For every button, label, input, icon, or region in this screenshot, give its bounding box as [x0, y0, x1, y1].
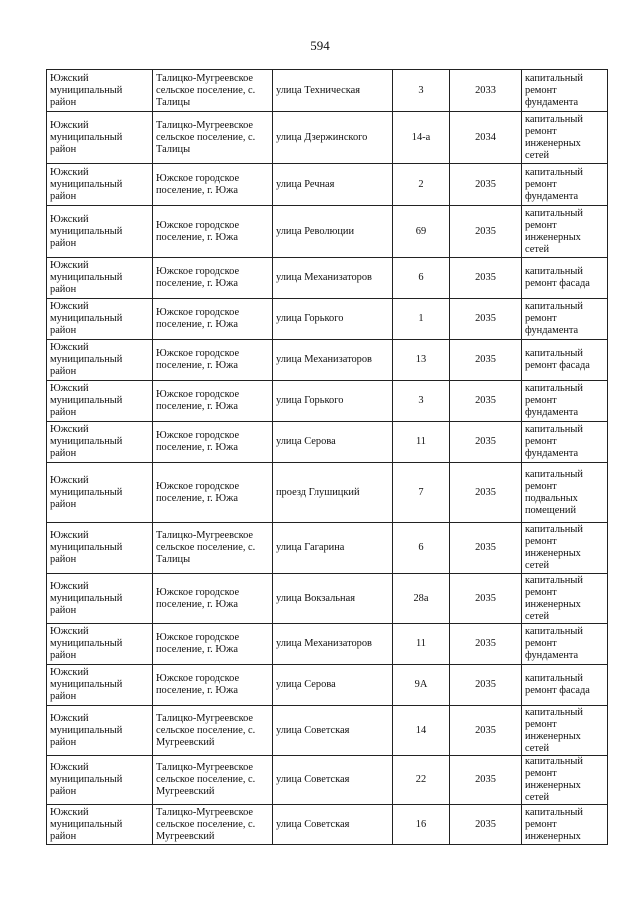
- cell-district: Южский муниципальный район: [47, 624, 153, 665]
- cell-house: 28а: [393, 574, 450, 624]
- cell-year: 2035: [450, 299, 522, 340]
- cell-settlement: Южское городское поселение, г. Южа: [153, 206, 273, 258]
- cell-district: Южский муниципальный район: [47, 805, 153, 845]
- table-row: [47, 665, 608, 706]
- cell-house: 7: [393, 463, 450, 523]
- cell-street: улица Серова: [273, 665, 393, 706]
- cell-year: 2035: [450, 624, 522, 665]
- cell-work: капитальный ремонт инженерных сетей: [522, 206, 608, 258]
- cell-settlement: Южское городское поселение, г. Южа: [153, 624, 273, 665]
- table-row: [47, 706, 608, 756]
- cell-district: Южский муниципальный район: [47, 164, 153, 206]
- table-row: [47, 805, 608, 845]
- cell-settlement: Талицко-Мугреевское сельское поселение, с. Талицы: [153, 523, 273, 574]
- cell-work: капитальный ремонт фундамента: [522, 381, 608, 422]
- cell-settlement: Талицко-Мугреевское сельское поселение, с. Мугреевский: [153, 756, 273, 805]
- table-row: [47, 463, 608, 523]
- table-row: [47, 112, 608, 164]
- table-row: [47, 422, 608, 463]
- cell-street: улица Советская: [273, 756, 393, 805]
- cell-year: 2035: [450, 706, 522, 756]
- cell-district: Южский муниципальный район: [47, 299, 153, 340]
- cell-street: улица Механизаторов: [273, 624, 393, 665]
- cell-district: Южский муниципальный район: [47, 206, 153, 258]
- page-number: 594: [310, 38, 330, 53]
- cell-house: 14: [393, 706, 450, 756]
- cell-settlement: Талицко-Мугреевское сельское поселение, с. Мугреевский: [153, 805, 273, 845]
- cell-settlement: Талицко-Мугреевское сельское поселение, с. Мугреевский: [153, 706, 273, 756]
- table-body: [47, 70, 608, 845]
- cell-house: 11: [393, 624, 450, 665]
- cell-district: Южский муниципальный район: [47, 665, 153, 706]
- cell-street: улица Горького: [273, 299, 393, 340]
- cell-house: 69: [393, 206, 450, 258]
- cell-year: 2033: [450, 70, 522, 112]
- cell-district: Южский муниципальный район: [47, 422, 153, 463]
- cell-year: 2035: [450, 665, 522, 706]
- cell-district: Южский муниципальный район: [47, 70, 153, 112]
- housing-repair-table: [46, 69, 608, 845]
- cell-district: Южский муниципальный район: [47, 463, 153, 523]
- table-row: [47, 574, 608, 624]
- cell-house: 3: [393, 381, 450, 422]
- cell-settlement: Южское городское поселение, г. Южа: [153, 665, 273, 706]
- cell-work: капитальный ремонт фундамента: [522, 624, 608, 665]
- cell-house: 1: [393, 299, 450, 340]
- cell-year: 2035: [450, 381, 522, 422]
- cell-year: 2035: [450, 463, 522, 523]
- cell-year: 2035: [450, 340, 522, 381]
- cell-house: 22: [393, 756, 450, 805]
- table-row: [47, 381, 608, 422]
- cell-work: капитальный ремонт фундамента: [522, 299, 608, 340]
- cell-work: капитальный ремонт подвальных помещений: [522, 463, 608, 523]
- cell-settlement: Южское городское поселение, г. Южа: [153, 422, 273, 463]
- table-row: [47, 206, 608, 258]
- cell-house: 11: [393, 422, 450, 463]
- cell-district: Южский муниципальный район: [47, 706, 153, 756]
- cell-year: 2035: [450, 422, 522, 463]
- cell-house: 2: [393, 164, 450, 206]
- cell-street: улица Советская: [273, 805, 393, 845]
- cell-street: улица Горького: [273, 381, 393, 422]
- cell-street: улица Советская: [273, 706, 393, 756]
- cell-year: 2035: [450, 756, 522, 805]
- cell-year: 2034: [450, 112, 522, 164]
- table-row: [47, 340, 608, 381]
- cell-settlement: Южское городское поселение, г. Южа: [153, 340, 273, 381]
- cell-settlement: Южское городское поселение, г. Южа: [153, 574, 273, 624]
- table-row: [47, 164, 608, 206]
- cell-work: капитальный ремонт фасада: [522, 340, 608, 381]
- table-row: [47, 70, 608, 112]
- cell-work: капитальный ремонт инженерных сетей: [522, 523, 608, 574]
- cell-year: 2035: [450, 805, 522, 845]
- cell-year: 2035: [450, 258, 522, 299]
- table-row: [47, 756, 608, 805]
- cell-house: 14-а: [393, 112, 450, 164]
- cell-year: 2035: [450, 523, 522, 574]
- table-row: [47, 258, 608, 299]
- table-row: [47, 624, 608, 665]
- cell-street: улица Вокзальная: [273, 574, 393, 624]
- cell-work: капитальный ремонт инженерных сетей: [522, 112, 608, 164]
- cell-house: 9А: [393, 665, 450, 706]
- cell-settlement: Южское городское поселение, г. Южа: [153, 258, 273, 299]
- cell-house: 3: [393, 70, 450, 112]
- cell-settlement: Южское городское поселение, г. Южа: [153, 299, 273, 340]
- cell-street: улица Серова: [273, 422, 393, 463]
- cell-house: 6: [393, 258, 450, 299]
- cell-work: капитальный ремонт фундамента: [522, 70, 608, 112]
- cell-street: улица Механизаторов: [273, 340, 393, 381]
- table-row: [47, 299, 608, 340]
- cell-district: Южский муниципальный район: [47, 756, 153, 805]
- cell-street: улица Дзержинского: [273, 112, 393, 164]
- cell-district: Южский муниципальный район: [47, 381, 153, 422]
- table-row: [47, 523, 608, 574]
- cell-work: капитальный ремонт фасада: [522, 258, 608, 299]
- cell-year: 2035: [450, 574, 522, 624]
- cell-street: проезд Глушицкий: [273, 463, 393, 523]
- cell-settlement: Южское городское поселение, г. Южа: [153, 164, 273, 206]
- cell-street: улица Техническая: [273, 70, 393, 112]
- cell-settlement: Талицко-Мугреевское сельское поселение, с. Талицы: [153, 112, 273, 164]
- cell-district: Южский муниципальный район: [47, 574, 153, 624]
- cell-street: улица Механизаторов: [273, 258, 393, 299]
- cell-year: 2035: [450, 164, 522, 206]
- cell-work: капитальный ремонт фасада: [522, 665, 608, 706]
- cell-work: капитальный ремонт инженерных: [522, 805, 608, 845]
- cell-year: 2035: [450, 206, 522, 258]
- cell-work: капитальный ремонт инженерных сетей: [522, 574, 608, 624]
- cell-house: 13: [393, 340, 450, 381]
- cell-settlement: Талицко-Мугреевское сельское поселение, с. Талицы: [153, 70, 273, 112]
- cell-work: капитальный ремонт инженерных сетей: [522, 706, 608, 756]
- cell-district: Южский муниципальный район: [47, 523, 153, 574]
- cell-house: 16: [393, 805, 450, 845]
- cell-house: 6: [393, 523, 450, 574]
- cell-street: улица Речная: [273, 164, 393, 206]
- cell-work: капитальный ремонт фундамента: [522, 422, 608, 463]
- cell-district: Южский муниципальный район: [47, 112, 153, 164]
- cell-work: капитальный ремонт фундамента: [522, 164, 608, 206]
- cell-street: улица Гагарина: [273, 523, 393, 574]
- cell-street: улица Революции: [273, 206, 393, 258]
- cell-settlement: Южское городское поселение, г. Южа: [153, 463, 273, 523]
- cell-district: Южский муниципальный район: [47, 258, 153, 299]
- cell-work: капитальный ремонт инженерных сетей: [522, 756, 608, 805]
- cell-settlement: Южское городское поселение, г. Южа: [153, 381, 273, 422]
- cell-district: Южский муниципальный район: [47, 340, 153, 381]
